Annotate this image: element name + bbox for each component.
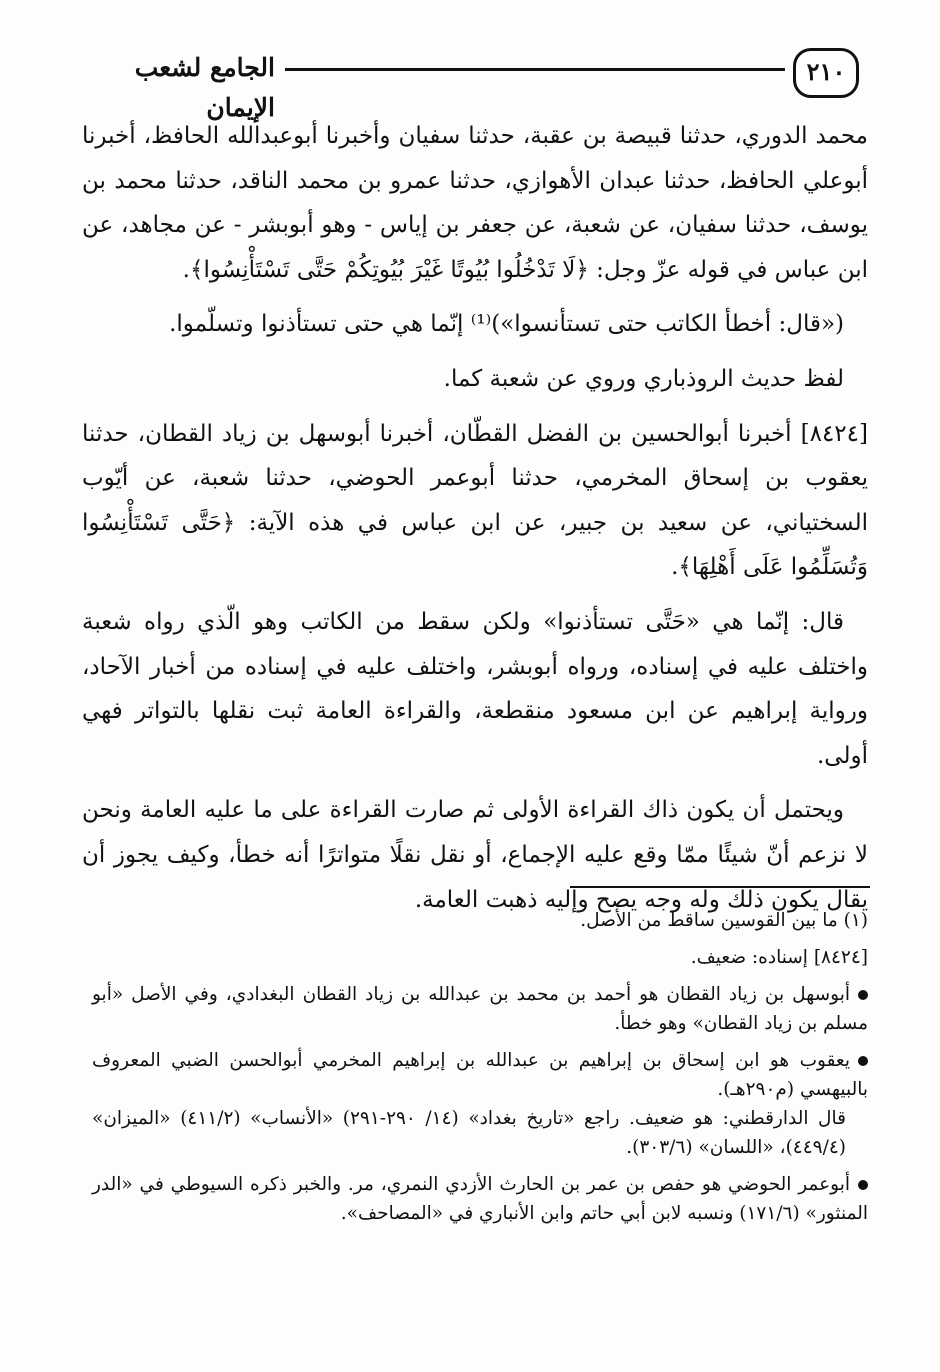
paragraph-4-hadith-8424: [٨٤٢٤] أخبرنا أبوالحسين بن الفضل القطّان، أخبرنا أبوسهل بن زياد القطان، حدثنا يعقوب بن إسحاق المخرمي، حدثنا أبوعمر الحوضي، حدثنا شعبة، عن أيّوب السختياني، عن سعيد بن جبير، عن ابن عباس في هذه الآية: ﴿حَتَّى تَسْتَأْنِسُوا وَتُسَلِّمُوا عَلَى أَهْلِهَا﴾. — [82, 420, 868, 581]
main-text — [82, 114, 868, 922]
footnote-bullet-1 — [92, 980, 868, 1038]
paragraph-3: لفظ حديث الروذباري وروي عن شعبة كما. — [443, 365, 844, 392]
paragraph-2: («قال: أخطأ الكاتب حتى تستأنسوا»)⁽¹⁾ إنّما هي حتى تستأذنوا وتسلّموا. — [169, 311, 844, 338]
header-rule — [285, 68, 785, 71]
running-title: الجامع لشعب الإيمان — [134, 53, 275, 122]
footnotes — [92, 906, 868, 1228]
page-number: ٢١٠ — [793, 48, 859, 98]
page-header — [95, 42, 875, 122]
footnote-bullet-2 — [92, 1046, 868, 1104]
paragraph-6: ويحتمل أن يكون ذاك القراءة الأولى ثم صارت القراءة على ما عليه العامة ونحن لا نزعم أنّ شيئًا ممّا وقع عليه الإجماع، أو نقل نقلًا متواترًا أنه خطأ، وكيف يجوز أن يقال يكون ذلك وله وجه يصح وإليه ذهبت العامة. — [82, 797, 868, 913]
footnote-bullet-2-continuation: قال الدارقطني: هو ضعيف. راجع «تاريخ بغداد» (١٤/ ٢٩٠-٢٩١) «الأنساب» (٤١١/٢) «الميزان» (٤٤٩/٤)، «اللسان» (٣٠٣/٦). — [92, 1108, 846, 1158]
footnote-bullet-text: أبوسهل بن زياد القطان هو أحمد بن محمد بن عبدالله بن زياد القطان البغدادي، وفي الأصل «أبو مسلم بن زياد القطان» وهو خطأ. — [92, 984, 868, 1034]
bullet-icon — [858, 1056, 868, 1066]
paragraph-1: محمد الدوري، حدثنا قبيصة بن عقبة، حدثنا سفيان وأخبرنا أبوعبدالله الحافظ، أخبرنا أبوعلي الحافظ، حدثنا عبدان الأهوازي، حدثنا عمرو بن محمد الناقد، حدثنا محمد بن يوسف، حدثنا سفيان، عن شعبة، عن جعفر بن إياس - وهو أبوبشر - عن مجاهد، عن ابن عباس في قوله عزّ وجل: ﴿لَا تَدْخُلُوا بُيُوتًا غَيْرَ بُيُوتِكُمْ حَتَّى تَسْتَأْنِسُوا﴾. — [82, 123, 868, 283]
bullet-icon — [858, 1180, 868, 1190]
footnote-1: (١) ما بين القوسين ساقط من الأصل. — [580, 910, 868, 931]
footnote-bullet-text: يعقوب هو ابن إسحاق بن إبراهيم بن عبدالله بن إبراهيم المخرمي أبوالحسن الضبي المعروف بالبيهسي (م٢٩٠هـ). — [92, 1050, 868, 1100]
footnote-separator — [570, 886, 870, 888]
paragraph-5: قال: إنّما هي «حَتَّى تستأذنوا» ولكن سقط من الكاتب وهو الّذي رواه شعبة واختلف عليه في إسناده، ورواه أبوبشر، واختلف عليه في إسناده من أخبار الآحاد، ورواية إبراهيم عن ابن مسعود منقطعة، والقراءة العامة ثبت نقلها بالتواتر فهي أولى. — [82, 608, 868, 769]
footnote-bullet-text: أبوعمر الحوضي هو حفص بن عمر بن الحارث الأزدي النمري، مر. والخبر ذكره السيوطي في «الدر المنثور» (١٧١/٦) ونسبه لابن أبي حاتم وابن الأنباري في «المصاحف». — [92, 1174, 868, 1224]
bullet-icon — [858, 990, 868, 1000]
footnote-8424: [٨٤٢٤] إسناده: ضعيف. — [690, 947, 868, 968]
footnote-bullet-3 — [92, 1170, 868, 1228]
